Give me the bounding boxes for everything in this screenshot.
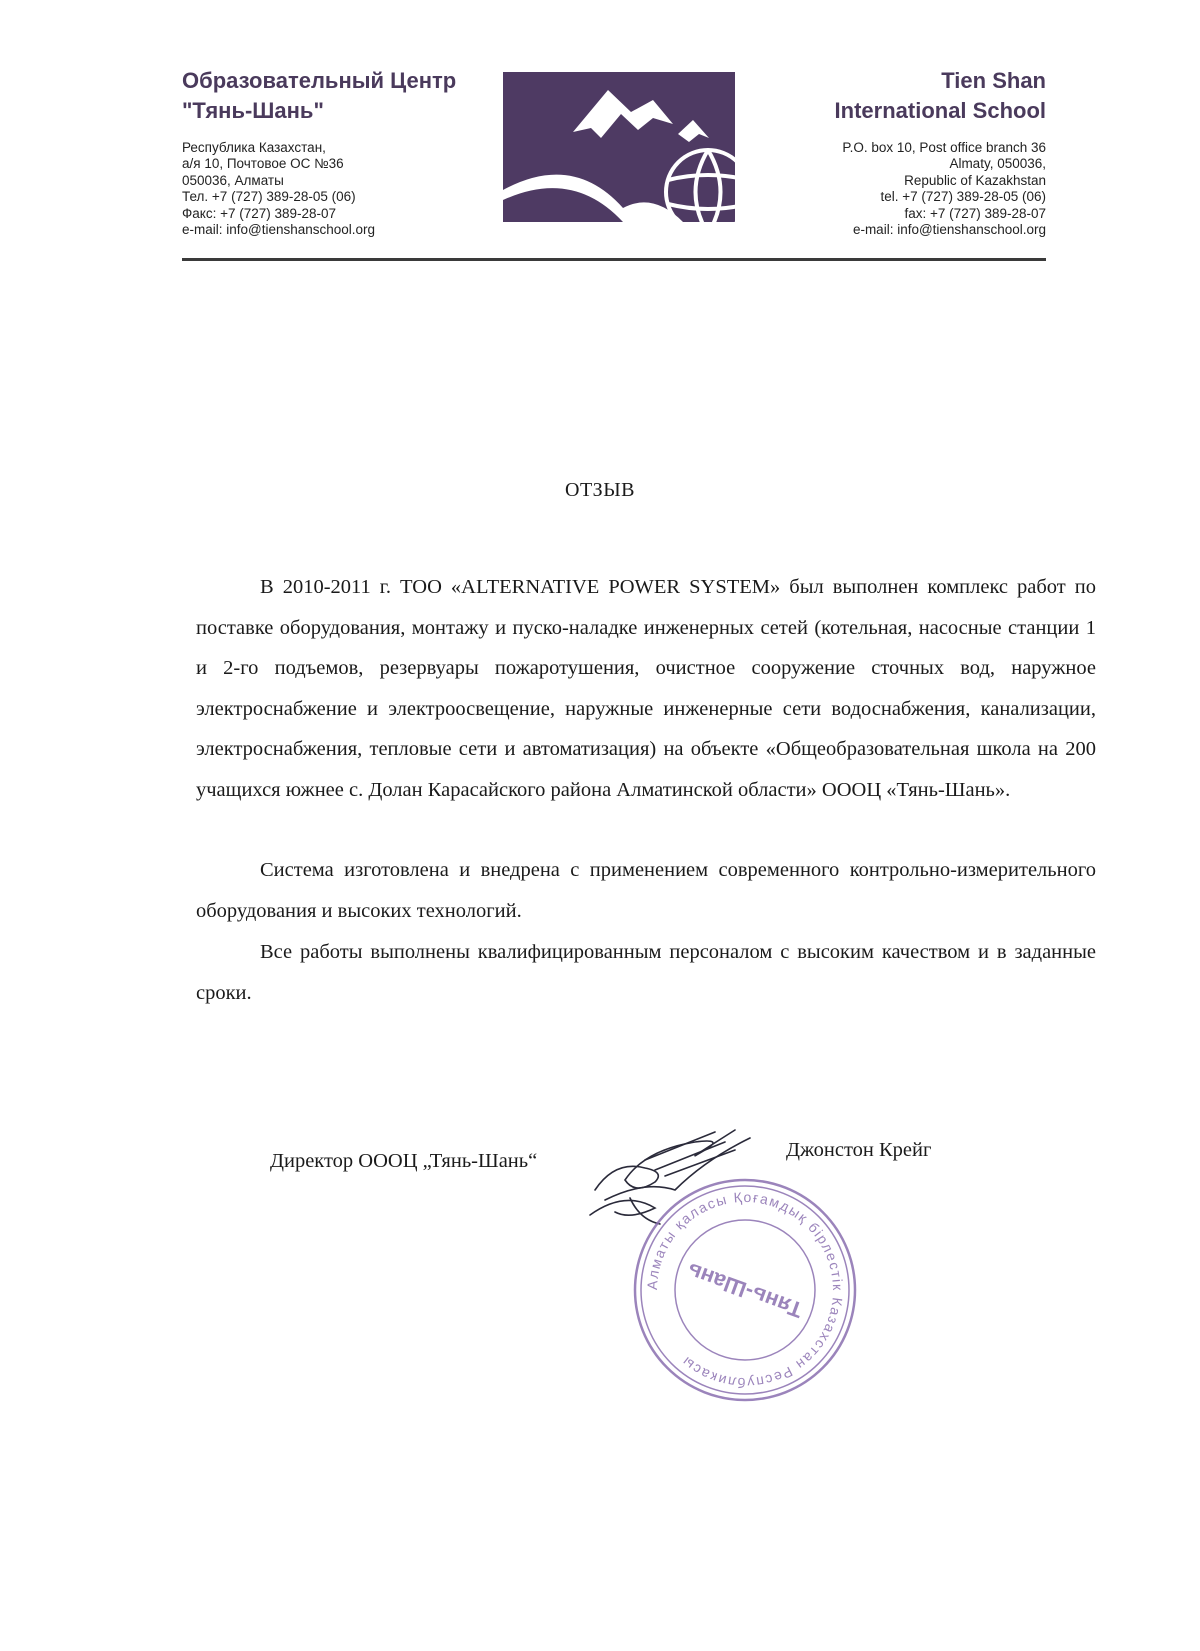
official-stamp-icon	[630, 1175, 860, 1405]
svg-text:Тянь-Шань: Тянь-Шань	[683, 1258, 806, 1323]
org-name-ru: Образовательный Центр "Тянь-Шань"	[182, 68, 457, 123]
letterhead-left	[182, 66, 502, 238]
letterhead-right	[716, 66, 1046, 238]
signatory-role: Директор ОООЦ „Тянь-Шань“	[270, 1150, 538, 1172]
paragraph-2: Система изготовлена и внедрена с применением современного контрольно-измерительного оборудования и высоких технологий.	[196, 859, 1096, 922]
mountain-globe-logo-icon	[503, 72, 743, 222]
signatory-name: Джонстон Крейг	[786, 1139, 932, 1161]
paragraph-3: Все работы выполнены квалифицированным персоналом с высоким качеством и в заданные сроки.	[196, 941, 1096, 1004]
address-ru: Республика Казахстан, а/я 10, Почтовое ОС №36 050036, Алматы Тел. +7 (727) 389-28-05 (06) Факс: +7 (727) 389-28-07 e-mail: info@tienshanschool.org	[182, 140, 376, 238]
document-title: ОТЗЫВ	[565, 479, 635, 501]
svg-text:Алматы қаласы Қоғамдық бірлест: Алматы қаласы Қоғамдық бірлестік Казахстан Республикасы	[643, 1188, 847, 1392]
letterhead-divider	[182, 258, 1046, 261]
paragraph-1: В 2010-2011 г. ТОО «ALTERNATIVE POWER SYSTEM» был выполнен комплекс работ по поставке оборудования, монтажу и пуско-наладке инженерных сетей (котельная, насосные станции 1 и 2-го подъемов, резервуары пожаротушения, очистное сооружение сточных вод, наружное электроснабжение и электроосвещение, наружные инженерные сети водоснабжения, канализации, электроснабжения, тепловые сети и автоматизация) на объекте «Общеобразовательная школа на 200 учащихся южнее с. Долан Карасайского района Алматинской области» ОООЦ «Тянь-Шань».	[196, 576, 1096, 801]
address-en: P.O. box 10, Post office branch 36 Almaty, 050036, Republic of Kazakhstan tel. +7 (727) 389-28-05 (06) fax: +7 (727) 389-28-07 e-mail: info@tienshanschool.org	[842, 140, 1046, 238]
org-name-en: Tien Shan International School	[834, 68, 1046, 123]
